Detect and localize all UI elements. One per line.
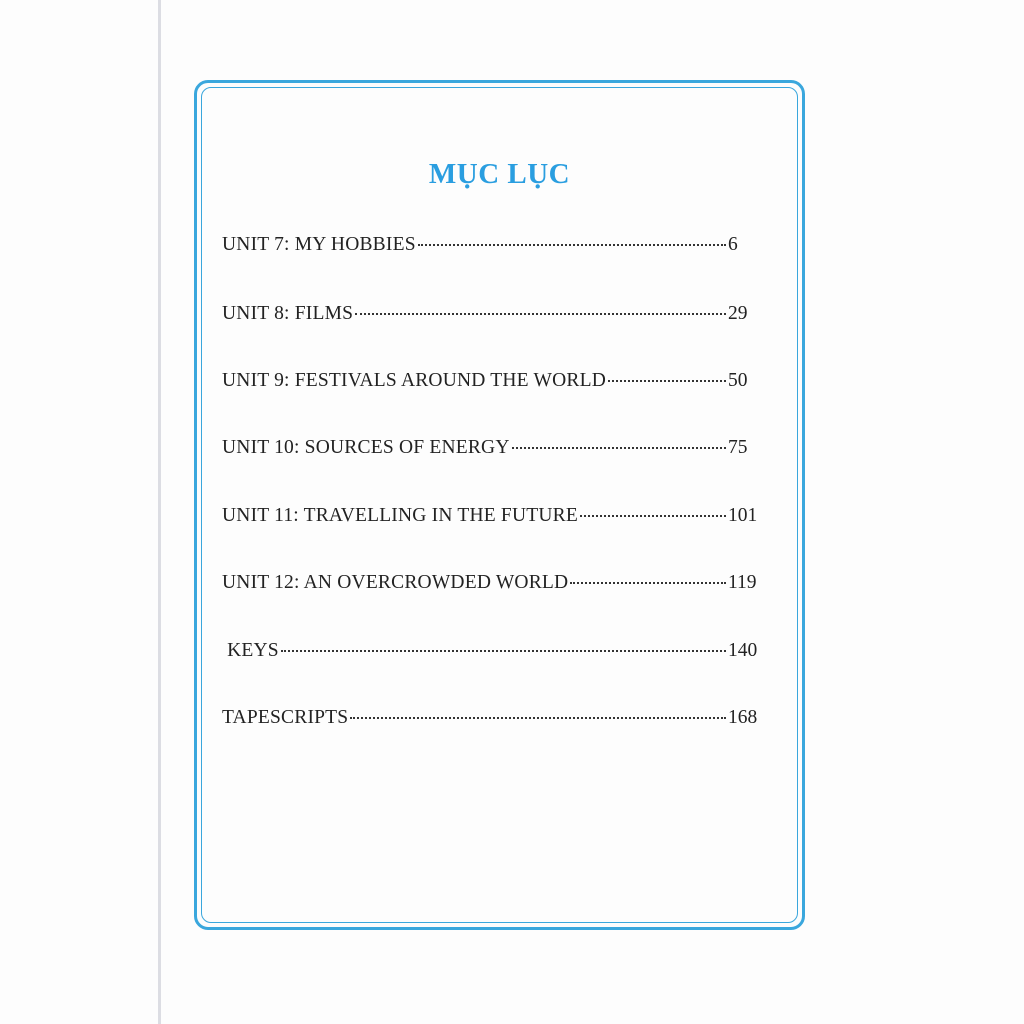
toc-entry-label: TAPESCRIPTS [222,707,349,728]
toc-leader-dots [570,582,726,584]
toc-entry-label: UNIT 9: FESTIVALS AROUND THE WORLD [222,370,607,391]
toc-entry-label: UNIT 11: TRAVELLING IN THE FUTURE [222,505,578,526]
toc-page-number: 29 [728,303,748,324]
toc-entry-label: KEYS [222,640,279,661]
toc-leader-dots [580,515,726,517]
toc-entry-unit-12[interactable] [222,572,758,602]
toc-entry-unit-7[interactable] [222,234,758,264]
toc-leader-dots [350,717,726,719]
toc-entry-label: UNIT 12: AN OVERCROWDED WORLD [222,572,569,593]
toc-entry-unit-9[interactable] [222,370,758,400]
toc-leader-dots [512,447,726,449]
toc-entry-tapescripts[interactable] [222,707,758,737]
toc-page-number: 75 [728,437,748,458]
toc-leader-dots [608,380,726,382]
toc-page-number: 6 [728,234,738,255]
toc-entry-label: UNIT 7: MY HOBBIES [222,234,416,255]
toc-page-number: 119 [728,572,757,593]
toc-entry-label: UNIT 8: FILMS [222,303,354,324]
toc-leader-dots [418,244,726,246]
binding-edge [158,0,161,1024]
toc-page-number: 50 [728,370,748,391]
toc-leader-dots [281,650,726,652]
toc-entry-keys[interactable] [222,640,758,670]
toc-entry-unit-11[interactable] [222,505,758,535]
toc-entry-unit-8[interactable] [222,303,758,333]
toc-leader-dots [355,313,726,315]
page-title: MỤC LỤC [428,158,571,190]
toc-page-number: 168 [728,707,758,728]
toc-page-number: 140 [728,640,758,661]
toc-entry-label: UNIT 10: SOURCES OF ENERGY [222,437,510,458]
toc-entry-unit-10[interactable] [222,437,758,467]
toc-page-number: 101 [728,505,758,526]
